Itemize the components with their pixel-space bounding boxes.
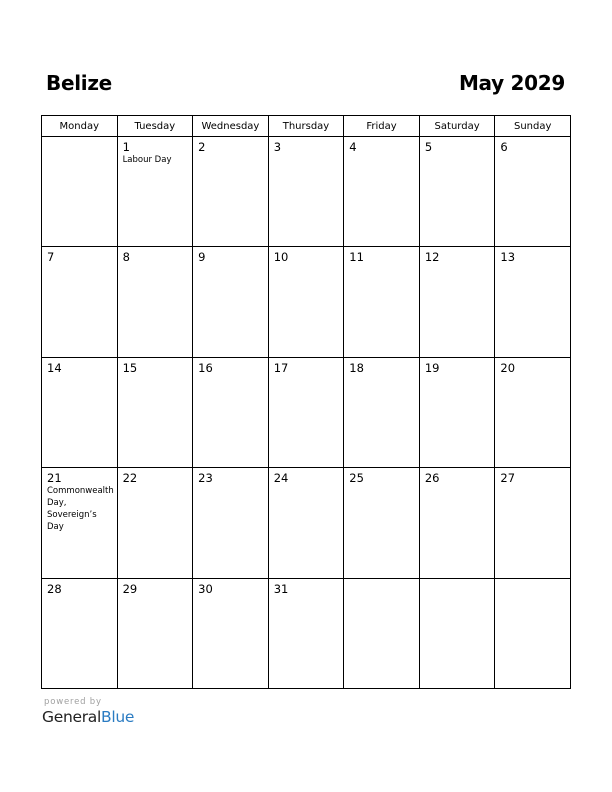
calendar-body — [42, 137, 571, 689]
weekday-header-wednesday: Wednesday — [193, 116, 269, 137]
day-number: 27 — [500, 471, 516, 486]
day-cell — [268, 357, 344, 467]
day-number: 21 — [47, 471, 62, 486]
day-cell — [268, 137, 344, 247]
day-cell — [193, 578, 269, 688]
day-cell — [42, 137, 118, 247]
day-cell — [495, 137, 571, 247]
brand-blue-text: Blue — [100, 708, 135, 726]
day-number: 19 — [424, 360, 440, 375]
day-cell — [419, 357, 495, 467]
day-number: 23 — [198, 471, 213, 486]
day-cell — [495, 578, 571, 688]
weekday-header-saturday: Saturday — [419, 116, 495, 137]
day-number: 3 — [273, 140, 282, 154]
week-row — [42, 578, 571, 688]
day-cell — [117, 247, 193, 357]
weekday-header-monday: Monday — [42, 116, 118, 137]
day-number: 13 — [500, 250, 516, 265]
day-number: 24 — [273, 471, 289, 486]
day-number: 7 — [47, 250, 55, 265]
day-number: 17 — [273, 360, 289, 375]
day-cell — [344, 578, 420, 688]
country-title: Belize — [46, 71, 112, 95]
calendar-grid — [41, 115, 571, 689]
brand-general-text: General — [42, 708, 101, 726]
day-cell — [268, 578, 344, 688]
day-cell — [495, 468, 571, 578]
powered-by-label: powered by — [44, 697, 102, 707]
day-number: 25 — [349, 471, 364, 486]
day-number: 30 — [198, 581, 213, 596]
day-number: 15 — [122, 360, 138, 375]
day-number: 16 — [198, 360, 213, 375]
day-cell — [344, 247, 420, 357]
day-cell — [495, 357, 571, 467]
day-number: 14 — [47, 360, 62, 375]
day-cell — [193, 357, 269, 467]
holiday-label: Commonwealth Day, Sovereign’s Day — [47, 486, 114, 533]
day-cell — [344, 357, 420, 467]
day-number: 11 — [349, 250, 364, 265]
day-number: 31 — [273, 581, 289, 596]
day-cell — [268, 247, 344, 357]
weekday-header-friday: Friday — [344, 116, 420, 137]
generalblue-logo[interactable] — [42, 708, 134, 726]
day-cell — [117, 468, 193, 578]
week-row — [42, 137, 571, 247]
day-cell — [193, 468, 269, 578]
day-cell — [419, 247, 495, 357]
day-cell — [117, 137, 193, 247]
day-number: 8 — [122, 250, 130, 265]
day-number: 6 — [500, 140, 508, 154]
day-number: 4 — [349, 140, 357, 154]
day-cell — [193, 137, 269, 247]
day-cell — [344, 468, 420, 578]
week-row — [42, 357, 571, 467]
day-number: 20 — [500, 360, 516, 375]
weekday-header-tuesday: Tuesday — [117, 116, 193, 137]
month-title: May 2029 — [458, 71, 565, 95]
day-cell — [42, 357, 118, 467]
day-number: 26 — [424, 471, 440, 486]
day-cell — [117, 357, 193, 467]
day-number: 10 — [273, 250, 289, 265]
day-number: 28 — [47, 581, 62, 596]
day-cell — [42, 468, 118, 578]
day-cell — [117, 578, 193, 688]
day-cell — [193, 247, 269, 357]
day-number: 18 — [349, 360, 364, 375]
day-cell — [419, 137, 495, 247]
day-cell — [495, 247, 571, 357]
day-number: 5 — [424, 140, 433, 154]
day-number: 1 — [122, 140, 130, 154]
day-cell — [344, 137, 420, 247]
day-number: 12 — [424, 250, 440, 265]
day-cell — [268, 468, 344, 578]
day-number: 29 — [122, 581, 138, 596]
weekday-header-sunday: Sunday — [495, 116, 571, 137]
week-row — [42, 468, 571, 578]
day-number: 9 — [198, 250, 206, 265]
day-cell — [419, 578, 495, 688]
day-number: 22 — [122, 471, 138, 486]
weekday-header-thursday: Thursday — [268, 116, 344, 137]
day-cell — [42, 578, 118, 688]
day-cell — [42, 247, 118, 357]
day-cell — [419, 468, 495, 578]
week-row — [42, 247, 571, 357]
day-number: 2 — [198, 140, 206, 154]
weekday-header-row — [42, 116, 571, 137]
holiday-label: Labour Day — [122, 155, 172, 165]
